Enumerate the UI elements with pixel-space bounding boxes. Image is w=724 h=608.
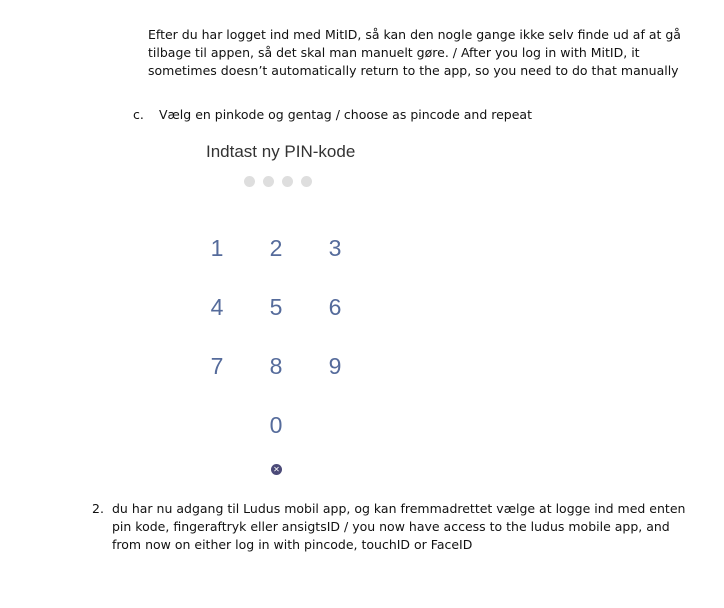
list-marker: c.	[133, 107, 144, 122]
key-7[interactable]: 7	[210, 353, 224, 379]
list-item-c	[133, 106, 653, 124]
key-5[interactable]: 5	[269, 294, 283, 320]
close-circle-icon[interactable]: ✕	[271, 464, 282, 475]
key-1[interactable]: 1	[210, 235, 224, 261]
intro-paragraph: Efter du har logget ind med MitID, så kan den nogle gange ikke selv finde ud af at gå tilbage til appen, så det skal man manuelt gøre. / After you log in with MitID, it sometimes doesn’t automatically return to the app, so you need to do that manually	[148, 27, 681, 78]
pin-entry-screenshot	[200, 140, 370, 485]
list-item-text: du har nu adgang til Ludus mobil app, og kan fremmadrettet vælge at logge ind med enten pin kode, fingeraftryk eller ansigtsID / you now have access to the ludus mobile app, and from now on either log in with pincode, touchID or FaceID	[112, 501, 686, 552]
pin-title: Indtast ny PIN-kode	[206, 142, 356, 161]
key-6[interactable]: 6	[328, 294, 342, 320]
list-item-2	[92, 500, 692, 554]
pin-dots	[244, 176, 312, 187]
key-0[interactable]: 0	[269, 412, 283, 438]
pin-dot	[301, 176, 312, 187]
key-2[interactable]: 2	[269, 235, 283, 261]
list-marker: 2.	[92, 501, 104, 516]
pin-dot	[282, 176, 293, 187]
pin-dot	[244, 176, 255, 187]
key-3[interactable]: 3	[328, 235, 342, 261]
key-4[interactable]: 4	[210, 294, 224, 320]
key-8[interactable]: 8	[269, 353, 283, 379]
key-9[interactable]: 9	[328, 353, 342, 379]
list-item-text: Vælg en pinkode og gentag / choose as pincode and repeat	[158, 107, 532, 122]
pin-dot	[263, 176, 274, 187]
